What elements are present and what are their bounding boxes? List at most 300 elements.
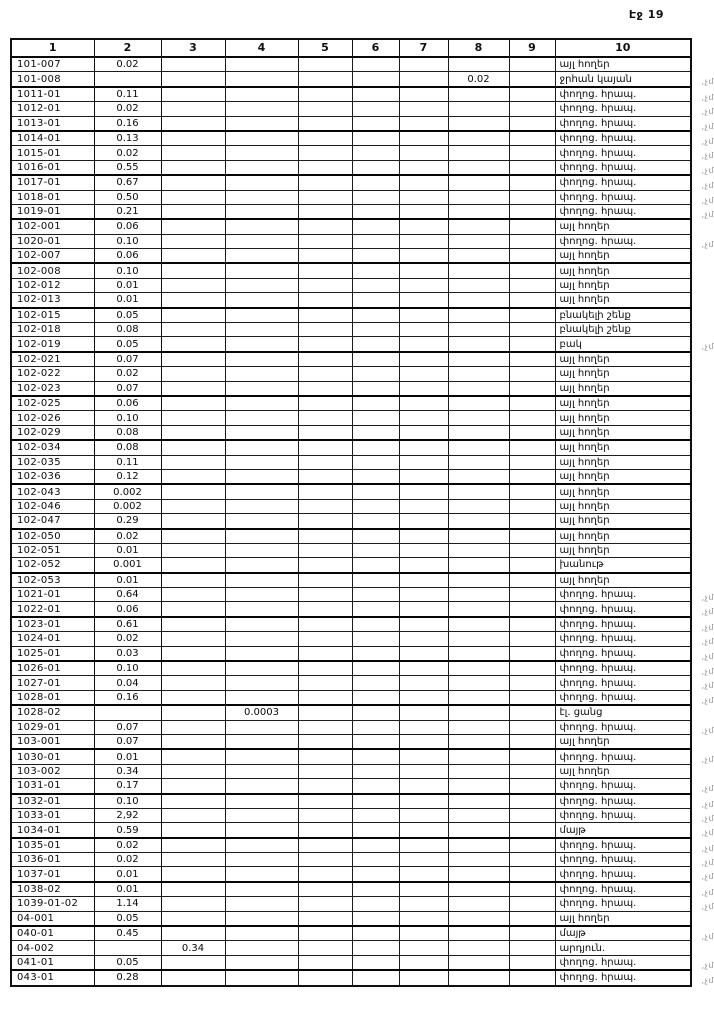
table-cell-col1: 1024-01 [11,632,94,646]
table-cell-col5 [298,293,352,308]
table-cell-col1: 1016-01 [11,160,94,175]
table-cell-col3 [161,160,225,175]
table-cell-col6 [352,808,399,822]
table-row [11,838,691,853]
table-cell-col2: 0.02 [94,57,161,72]
table-cell-col1: 102-022 [11,367,94,381]
table-cell-col10: այլ հողեր [555,529,691,544]
table-cell-col9 [509,749,555,764]
table-cell-col3 [161,146,225,160]
table-cell-col4 [225,588,298,602]
table-cell-col9 [509,690,555,705]
table-cell-col3 [161,425,225,440]
table-cell-col7 [399,323,448,337]
table-cell-col5 [298,882,352,897]
table-cell-col2: 0.05 [94,308,161,323]
table-cell-col8 [448,617,509,632]
table-cell-col10: փողոց. հրապ. ,չմ [555,175,691,190]
table-cell-col1: 1026-01 [11,661,94,676]
table-cell-col5 [298,764,352,778]
table-cell-col2: 0.002 [94,484,161,499]
table-cell-col2: 0.07 [94,734,161,749]
table-cell-col6 [352,955,399,970]
table-cell-col2: 0.06 [94,249,161,264]
table-cell-col6 [352,853,399,867]
table-cell-col2: 0.08 [94,323,161,337]
table-cell-col5 [298,160,352,175]
table-cell-col7 [399,617,448,632]
table-cell-col7 [399,911,448,926]
table-cell-col3 [161,175,225,190]
page-number: Էջ 19 [628,8,664,21]
table-cell-col2: 0.07 [94,720,161,734]
column-header: 8 [448,39,509,57]
table-cell-col1: 101-007 [11,57,94,72]
table-cell-col2: 0.08 [94,440,161,455]
table-cell-col3 [161,72,225,87]
table-row [11,396,691,411]
table-cell-col2: 0.01 [94,882,161,897]
table-cell-col8 [448,558,509,573]
margin-mark: ,չմ [701,681,714,691]
table-cell-col1: 1018-01 [11,190,94,204]
table-cell-col3 [161,131,225,146]
table-row [11,573,691,588]
column-header: 2 [94,39,161,57]
table-cell-col8 [448,499,509,513]
table-cell-col8 [448,867,509,882]
table-cell-col4 [225,146,298,160]
table-cell-col4 [225,573,298,588]
table-cell-col9 [509,543,555,557]
table-cell-col2: 0.02 [94,853,161,867]
table-cell-col3 [161,219,225,234]
table-cell-col4 [225,838,298,853]
table-cell-col9 [509,779,555,794]
table-cell-col8 [448,308,509,323]
table-cell-col5 [298,440,352,455]
table-cell-col5 [298,690,352,705]
table-cell-col4 [225,690,298,705]
table-cell-col7 [399,278,448,292]
table-cell-col1: 102-051 [11,543,94,557]
table-row [11,425,691,440]
table-cell-col6 [352,87,399,102]
table-cell-col3 [161,263,225,278]
table-cell-col1: 1038-02 [11,882,94,897]
table-cell-col9 [509,808,555,822]
table-cell-col7 [399,823,448,838]
table-cell-col9 [509,263,555,278]
table-cell-col4 [225,514,298,529]
table-cell-col1: 101-008 [11,72,94,87]
table-cell-col10: փողոց. հրապ. ,չմ [555,160,691,175]
margin-mark: ,չմ [701,151,714,161]
table-cell-col2: 0.16 [94,116,161,131]
table-cell-col6 [352,204,399,219]
table-cell-col10: այլ հողեր [555,484,691,499]
table-cell-col9 [509,602,555,617]
margin-mark: ,չմ [701,107,714,117]
table-cell-col6 [352,160,399,175]
table-cell-col9 [509,57,555,72]
table-cell-col10: փողոց. հրապ. ,չմ [555,779,691,794]
table-cell-col5 [298,558,352,573]
table-cell-col8 [448,853,509,867]
table-cell-col2: 0.07 [94,381,161,396]
table-cell-col3 [161,455,225,469]
table-cell-col3 [161,484,225,499]
table-row [11,779,691,794]
table-cell-col1: 102-012 [11,278,94,292]
table-cell-col8 [448,263,509,278]
table-cell-col3 [161,823,225,838]
table-cell-col3 [161,308,225,323]
margin-mark: ,չմ [701,667,714,677]
table-cell-col5 [298,941,352,955]
table-cell-col5 [298,381,352,396]
table-cell-col2: 0.10 [94,234,161,248]
table-cell-col6 [352,970,399,985]
table-cell-col4 [225,853,298,867]
table-cell-col6 [352,897,399,911]
table-cell-col1: 041-01 [11,955,94,970]
table-cell-col5 [298,779,352,794]
table-cell-col10: բակ ,չմ [555,337,691,352]
table-cell-col10: փողոց. հրապ. ,չմ [555,676,691,690]
table-cell-col4 [225,970,298,985]
table-row [11,293,691,308]
table-cell-col3 [161,87,225,102]
margin-mark: ,չմ [701,195,714,205]
table-cell-col9 [509,867,555,882]
table-cell-col8 [448,764,509,778]
table-cell-col8 [448,367,509,381]
table-cell-col10: փողոց. հրապ. ,չմ [555,588,691,602]
table-cell-col6 [352,573,399,588]
table-cell-col10: փողոց. հրապ. ,չմ [555,867,691,882]
table-cell-col9 [509,396,555,411]
table-cell-col2: 0.05 [94,337,161,352]
table-cell-col10: այլ հողեր [555,249,691,264]
table-cell-col5 [298,897,352,911]
table-cell-col4 [225,455,298,469]
table-cell-col6 [352,440,399,455]
table-cell-col10: փողոց. հրապ. ,չմ [555,617,691,632]
table-cell-col9 [509,323,555,337]
table-cell-col9 [509,720,555,734]
table-cell-col9 [509,204,555,219]
table-cell-col3 [161,808,225,822]
table-cell-col1: 102-052 [11,558,94,573]
margin-mark: ,չմ [701,872,714,882]
table-cell-col4 [225,955,298,970]
column-header: 4 [225,39,298,57]
table-cell-col7 [399,588,448,602]
table-cell-col3 [161,440,225,455]
table-cell-col6 [352,455,399,469]
table-cell-col2: 0.64 [94,588,161,602]
table-cell-col6 [352,352,399,367]
table-cell-col7 [399,573,448,588]
table-cell-col5 [298,867,352,882]
table-cell-col7 [399,529,448,544]
table-cell-col3 [161,588,225,602]
column-header: 3 [161,39,225,57]
table-cell-col3 [161,116,225,131]
table-row [11,308,691,323]
table-cell-col9 [509,661,555,676]
table-cell-col10: փողոց. հրապ. ,չմ [555,116,691,131]
table-cell-col5 [298,204,352,219]
table-cell-col3 [161,882,225,897]
table-cell-col3 [161,323,225,337]
table-cell-col8 [448,573,509,588]
table-cell-col3 [161,293,225,308]
table-row [11,867,691,882]
table-cell-col3 [161,970,225,985]
table-cell-col10: այլ հողեր [555,396,691,411]
table-cell-col9 [509,734,555,749]
table-cell-col3 [161,794,225,809]
table-row [11,367,691,381]
table-cell-col6 [352,381,399,396]
table-cell-col3 [161,558,225,573]
table-cell-col6 [352,734,399,749]
table-cell-col10: փողոց. հրապ. ,չմ [555,749,691,764]
table-cell-col3 [161,779,225,794]
table-cell-col3 [161,337,225,352]
table-cell-col6 [352,588,399,602]
table-cell-col10: այլ հողեր [555,352,691,367]
table-cell-col1: 102-025 [11,396,94,411]
table-cell-col7 [399,955,448,970]
table-cell-col3 [161,573,225,588]
table-cell-col1: 1028-01 [11,690,94,705]
table-cell-col5 [298,146,352,160]
table-cell-col5 [298,529,352,544]
table-cell-col7 [399,867,448,882]
table-cell-col8 [448,529,509,544]
table-cell-col6 [352,882,399,897]
table-cell-col3 [161,853,225,867]
table-cell-col4 [225,425,298,440]
table-cell-col1: 040-01 [11,926,94,941]
table-cell-col6 [352,676,399,690]
table-row [11,749,691,764]
table-cell-col1: 1022-01 [11,602,94,617]
table-cell-col1: 1039-01-02 [11,897,94,911]
table-cell-col3 [161,543,225,557]
table-cell-col6 [352,175,399,190]
table-cell-col10: այլ հողեր [555,764,691,778]
table-cell-col10: այլ հողեր [555,367,691,381]
table-cell-col8 [448,175,509,190]
table-cell-col6 [352,263,399,278]
table-cell-col2: 0.55 [94,160,161,175]
table-cell-col7 [399,705,448,720]
table-cell-col10: փողոց. հրապ. ,չմ [555,102,691,116]
table-cell-col9 [509,514,555,529]
table-cell-col4 [225,396,298,411]
table-row [11,263,691,278]
table-cell-col2: 0.02 [94,529,161,544]
table-row [11,278,691,292]
table-cell-col4 [225,661,298,676]
table-cell-col5 [298,352,352,367]
table-cell-col8 [448,588,509,602]
table-cell-col6 [352,249,399,264]
table-row [11,72,691,87]
table-row [11,617,691,632]
table-cell-col9 [509,926,555,941]
table-cell-col1: 04-001 [11,911,94,926]
table-cell-col10: փողոց. հրապ. ,չմ [555,720,691,734]
table-cell-col3 [161,249,225,264]
table-cell-col10: այլ հողեր [555,219,691,234]
table-cell-col2: 0.10 [94,411,161,425]
margin-mark: ,չմ [701,799,714,809]
table-row [11,734,691,749]
table-cell-col9 [509,794,555,809]
table-cell-col6 [352,779,399,794]
table-cell-col5 [298,308,352,323]
table-cell-col1: 1025-01 [11,646,94,661]
table-cell-col9 [509,897,555,911]
table-cell-col6 [352,646,399,661]
table-cell-col1: 1023-01 [11,617,94,632]
table-cell-col4 [225,219,298,234]
table-cell-col9 [509,219,555,234]
table-cell-col8 [448,794,509,809]
table-cell-col6 [352,529,399,544]
table-cell-col3 [161,514,225,529]
table-cell-col6 [352,499,399,513]
table-cell-col10: փողոց. հրապ. ,չմ [555,661,691,676]
table-cell-col7 [399,72,448,87]
table-cell-col6 [352,838,399,853]
table-cell-col4 [225,440,298,455]
table-row [11,234,691,248]
table-cell-col3 [161,190,225,204]
table-cell-col6 [352,72,399,87]
table-cell-col2 [94,72,161,87]
table-cell-col9 [509,558,555,573]
table-cell-col10: այլ հողեր [555,440,691,455]
table-cell-col7 [399,690,448,705]
margin-mark: ,չմ [701,755,714,765]
table-cell-col6 [352,941,399,955]
table-cell-col4 [225,764,298,778]
land-parcel-table [10,38,714,987]
table-cell-col9 [509,381,555,396]
table-cell-col7 [399,146,448,160]
table-cell-col5 [298,955,352,970]
table-row [11,661,691,676]
table-cell-col10: այլ հողեր [555,381,691,396]
table-cell-col7 [399,102,448,116]
table-cell-col2 [94,941,161,955]
table-cell-col9 [509,278,555,292]
table-cell-col6 [352,484,399,499]
table-cell-col5 [298,219,352,234]
table-cell-col7 [399,87,448,102]
table-cell-col5 [298,131,352,146]
table-cell-col9 [509,190,555,204]
table-cell-col7 [399,57,448,72]
table-row [11,632,691,646]
table-cell-col3 [161,57,225,72]
table-cell-col10: փողոց. հրապ. ,չմ [555,146,691,160]
table-cell-col2 [94,705,161,720]
table-cell-col10: այլ հողեր [555,499,691,513]
table-cell-col6 [352,794,399,809]
table-cell-col7 [399,749,448,764]
margin-mark: ,չմ [701,136,714,146]
table-cell-col2: 0.50 [94,190,161,204]
table-cell-col8 [448,838,509,853]
table-cell-col10: այլ հողեր [555,293,691,308]
table-cell-col10: այլ հողեր [555,455,691,469]
table-row [11,543,691,557]
table-cell-col9 [509,293,555,308]
table-cell-col4 [225,278,298,292]
table-cell-col8 [448,278,509,292]
table-cell-col7 [399,676,448,690]
table-cell-col9 [509,676,555,690]
table-cell-col6 [352,323,399,337]
table-cell-col1: 1029-01 [11,720,94,734]
table-cell-col1: 1013-01 [11,116,94,131]
margin-mark: ,չմ [701,858,714,868]
table-cell-col8 [448,955,509,970]
margin-mark: ,չմ [701,622,714,632]
table-cell-col8 [448,440,509,455]
table-cell-col1: 102-007 [11,249,94,264]
table-cell-col7 [399,337,448,352]
table-cell-col7 [399,396,448,411]
margin-mark: ,չմ [701,181,714,191]
table-cell-col1: 102-036 [11,469,94,484]
table-cell-col5 [298,425,352,440]
table-cell-col4 [225,632,298,646]
table-cell-col7 [399,499,448,513]
table-cell-col9 [509,941,555,955]
table-cell-col10: այլ հողեր [555,734,691,749]
table-row [11,146,691,160]
table-cell-col3 [161,381,225,396]
table-cell-col9 [509,838,555,853]
table-cell-col10: փողոց. հրապ. ,չմ [555,970,691,985]
margin-mark: ,չմ [701,843,714,853]
table-cell-col7 [399,882,448,897]
table-cell-col3 [161,955,225,970]
table-cell-col5 [298,646,352,661]
margin-mark: ,չմ [701,813,714,823]
table-cell-col1: 1021-01 [11,588,94,602]
table-cell-col10: այլ հողեր [555,57,691,72]
table-cell-col3 [161,234,225,248]
table-cell-col4 [225,367,298,381]
table-cell-col8 [448,160,509,175]
table-cell-col3 [161,897,225,911]
table-cell-col9 [509,72,555,87]
table-cell-col1: 102-015 [11,308,94,323]
table-cell-col7 [399,219,448,234]
table-cell-col6 [352,278,399,292]
table-cell-col6 [352,823,399,838]
table-row [11,131,691,146]
